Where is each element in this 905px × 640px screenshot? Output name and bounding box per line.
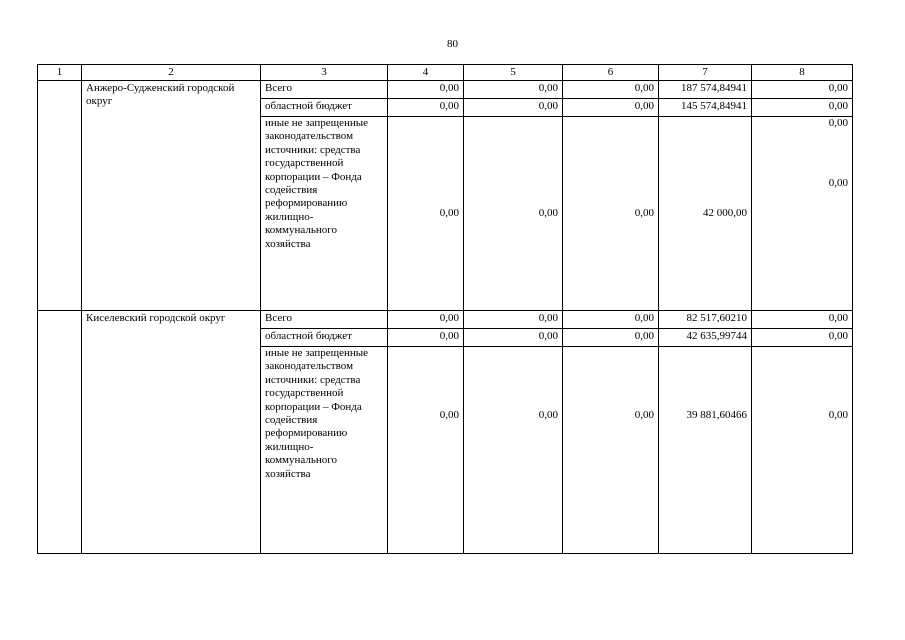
row-label: областной бюджет	[261, 99, 388, 117]
table-row	[38, 81, 853, 99]
municipality-name: Киселевский городской округ	[82, 311, 261, 554]
header-col-8: 8	[752, 65, 853, 81]
value-col-6: 0,00	[563, 311, 659, 329]
municipality-name: Анжеро-Судженский городской округ	[82, 81, 261, 311]
value-col-6: 0,00	[563, 81, 659, 99]
header-col-2: 2	[82, 65, 261, 81]
value-col-7: 82 517,60210	[659, 311, 752, 329]
value-col-5: 0,00	[464, 311, 563, 329]
value-col-6: 0,00	[563, 347, 659, 554]
value-col-8: 0,00	[828, 177, 848, 189]
row-label: Всего	[261, 81, 388, 99]
value-col-6: 0,00	[563, 329, 659, 347]
row-label: иные не запрещенные законодательством источники: средства государственной корпорации – Фонда содействия реформированию жилищно-коммунального хозяйства	[261, 347, 388, 554]
row-number-cell	[38, 311, 82, 554]
table-row	[38, 311, 853, 329]
value-col-7: 42 635,99744	[659, 329, 752, 347]
row-label: Всего	[261, 311, 388, 329]
budget-table	[37, 64, 853, 554]
row-label: иные не запрещенные законодательством источники: средства государственной корпорации – Фонда содействия реформированию жилищно-коммунального хозяйства	[261, 117, 388, 311]
value-col-4: 0,00	[388, 347, 464, 554]
value-col-7: 39 881,60466	[659, 347, 752, 554]
value-col-4: 0,00	[388, 117, 464, 311]
value-col-5: 0,00	[464, 99, 563, 117]
header-col-7: 7	[659, 65, 752, 81]
header-col-3: 3	[261, 65, 388, 81]
row-label: областной бюджет	[261, 329, 388, 347]
value-col-4: 0,00	[388, 81, 464, 99]
header-col-5: 5	[464, 65, 563, 81]
header-col-6: 6	[563, 65, 659, 81]
value-col-5: 0,00	[464, 117, 563, 311]
value-col-8-top: 0,00	[828, 117, 848, 129]
value-col-8: 0,00	[752, 311, 853, 329]
page-number: 80	[447, 38, 458, 50]
header-col-1: 1	[38, 65, 82, 81]
value-col-6: 0,00	[563, 99, 659, 117]
value-col-8: 0,00	[752, 99, 853, 117]
header-row	[38, 65, 853, 81]
value-col-5: 0,00	[464, 81, 563, 99]
value-col-7: 187 574,84941	[659, 81, 752, 99]
value-col-8: 0,00	[752, 329, 853, 347]
value-col-4: 0,00	[388, 311, 464, 329]
value-col-7: 145 574,84941	[659, 99, 752, 117]
header-col-4: 4	[388, 65, 464, 81]
value-col-8-cell	[752, 117, 853, 311]
value-col-8: 0,00	[752, 347, 853, 554]
value-col-4: 0,00	[388, 99, 464, 117]
value-col-5: 0,00	[464, 347, 563, 554]
row-number-cell	[38, 81, 82, 311]
value-col-5: 0,00	[464, 329, 563, 347]
value-col-6: 0,00	[563, 117, 659, 311]
value-col-4: 0,00	[388, 329, 464, 347]
value-col-8: 0,00	[752, 81, 853, 99]
value-col-7: 42 000,00	[659, 117, 752, 311]
